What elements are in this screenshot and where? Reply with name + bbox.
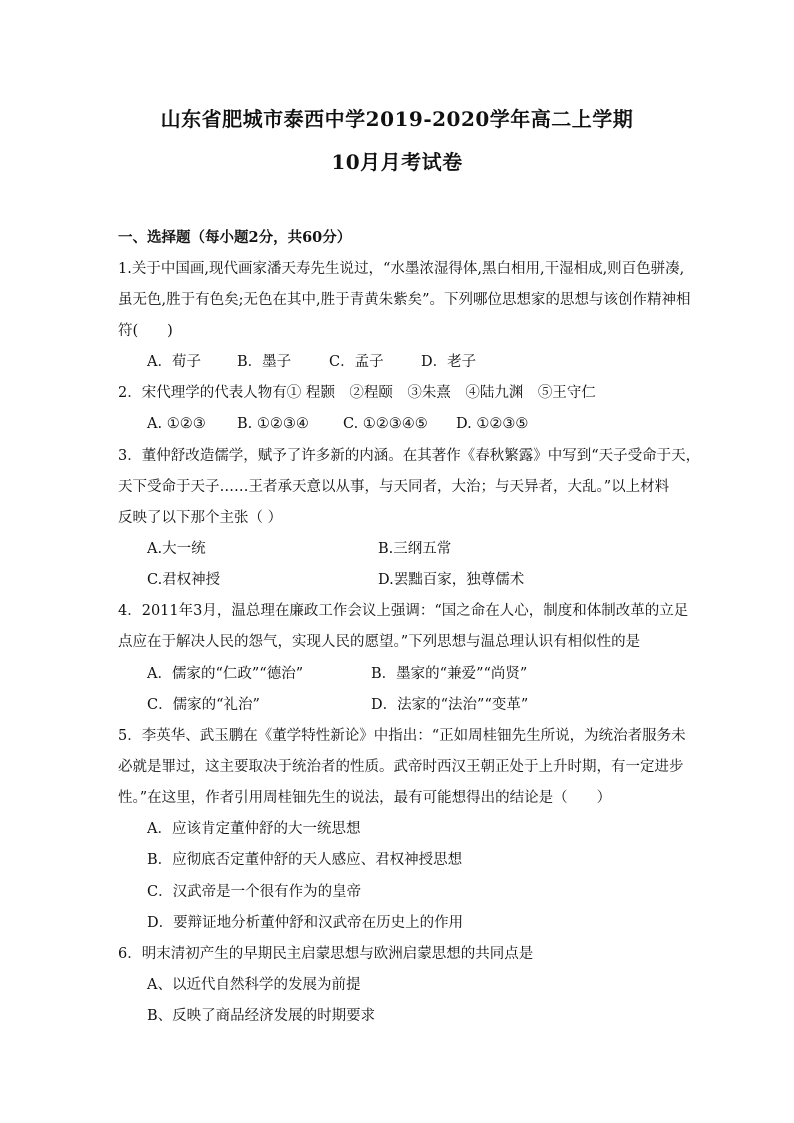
q3-option-d: D.罢黜百家，独尊儒术 [378,572,525,588]
q3-option-c: C.君权神授 [147,572,221,588]
exam-title-line1: 山东省肥城市泰西中学2019-2020学年高二上学期 [160,107,634,131]
q2-option-d: D. ①②③⑤ [456,416,529,432]
q1-option-b: B．墨子 [237,354,292,370]
q4-option-c: C．儒家的“礼治” [147,697,260,713]
q5-option-c: C．汉武帝是一个很有作为的皇帝 [147,884,362,900]
q5-option-a: A．应该肯定董仲舒的大一统思想 [147,821,361,837]
q5-option-b: B．应彻底否定董仲舒的天人感应、君权神授思想 [147,852,463,868]
q3-option-a: A.大一统 [147,541,206,557]
q1-stem-line2: 虽无色,胜于有色矣;无色在其中,胜于青黄朱紫矣”。下列哪位思想家的思想与该创作精神相 [118,292,691,308]
q6-option-a: A、以近代自然科学的发展为前提 [147,977,361,993]
exam-title-line2: 10月月考试卷 [331,150,463,174]
q4-option-a: A．儒家的“仁政”“德治” [147,666,304,682]
section-heading: 一、选择题（每小题2分，共60分） [118,229,352,246]
q1-option-a: A．荀子 [147,354,201,370]
q6-option-b: B、反映了商品经济发展的时期要求 [147,1008,376,1024]
q2-stem-line1: 2．宋代理学的代表人物有① 程颢 ②程颐 ③朱熹 ④陆九渊 ⑤王守仁 [118,385,596,401]
q4-stem-line1: 4．2011年3月，温总理在廉政工作会议上强调：“国之命在人心，制度和体制改革的立足 [118,603,689,619]
q3-stem-line2: 天下受命于天子……王者承天意以从事，与天同者，大治；与天异者，大乱。”以上材料 [118,479,670,495]
q5-option-d: D．要辩证地分析董仲舒和汉武帝在历史上的作用 [147,915,464,931]
q1-option-c: C．孟子 [329,354,384,370]
q5-stem-line2: 必就是罪过，这主要取决于统治者的性质。武帝时西汉王朝正处于上升时期，有一定进步 [118,759,684,775]
q6-stem-line1: 6．明末清初产生的早期民主启蒙思想与欧洲启蒙思想的共同点是 [118,946,534,962]
q2-option-c: C. ①②③④⑤ [343,416,428,432]
q2-option-a: A. ①②③ [147,416,206,432]
q1-stem-line3: 符( ) [118,323,173,339]
q2-option-b: B. ①②③④ [237,416,309,432]
q4-option-d: D．法家的“法治”“变革” [371,697,529,713]
q3-stem-line3: 反映了以下那个主张（ ） [118,510,283,526]
q4-stem-line2: 点应在于解决人民的怨气，实现人民的愿望。”下列思想与温总理认识有相似性的是 [118,634,641,650]
q1-stem-line1: 1.关于中国画,现代画家潘天寿先生说过，“水墨浓湿得体,黑白相用,干湿相成,则百色骈凑, [118,261,685,277]
q3-stem-line1: 3．董仲舒改造儒学，赋予了许多新的内涵。在其著作《春秋繁露》中写到“天子受命于天， [118,448,701,464]
q4-option-b: B．墨家的“兼爱”“尚贤” [371,666,528,682]
q5-stem-line3: 性。”在这里，作者引用周桂钿先生的说法，最有可能想得出的结论是（ ） [118,790,612,806]
q1-option-d: D．老子 [421,354,477,370]
q5-stem-line1: 5．李英华、武玉鹏在《董学特性新论》中指出：“正如周桂钿先生所说，为统治者服务未 [118,728,686,744]
q3-option-b: B.三纲五常 [378,541,452,557]
